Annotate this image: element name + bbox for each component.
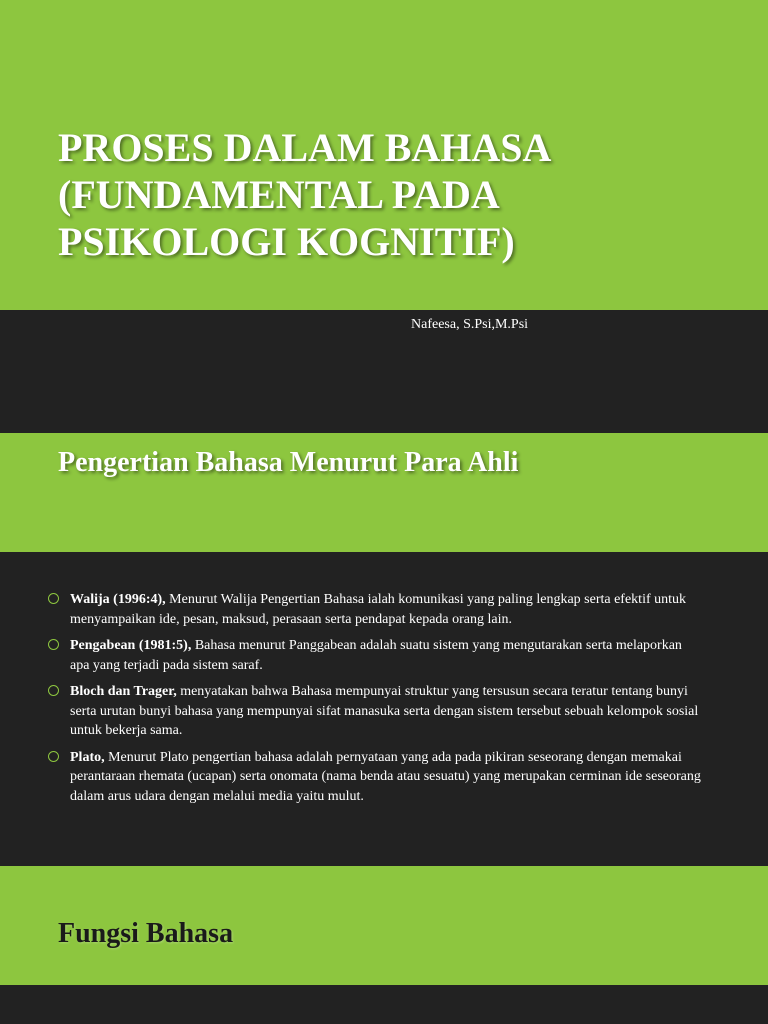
list-item — [48, 682, 704, 741]
slide2-title: Pengertian Bahasa Menurut Para Ahli — [58, 447, 519, 478]
slide1-title-band — [0, 0, 768, 310]
slide2-title-band — [0, 433, 768, 552]
definition-text: Menurut Plato pengertian bahasa adalah pernyataan yang ada pada pikiran seseorang dengan memakai perantaraan rhemata (ucapan) serta onomata (nama benda atau sesuatu) yang merupakan cerminan ide seseorang dalam arus udara dengan melalui media yaitu mulut. — [70, 749, 701, 804]
slide1-title-line: PSIKOLOGI KOGNITIF) — [58, 219, 515, 264]
list-item — [48, 590, 704, 629]
slide3-title-band — [0, 866, 768, 985]
definition-list — [48, 590, 704, 813]
slide1-title-line: PROSES DALAM BAHASA — [58, 125, 552, 170]
definition-text: Menurut Walija Pengertian Bahasa ialah komunikasi yang paling lengkap serta efektif untuk menyampaikan ide, pesan, maksud, perasaan serta pendapat kepada orang lain. — [70, 592, 687, 627]
definition-term: Pengabean (1981:5), — [70, 638, 192, 653]
definition-term: Walija (1996:4), — [70, 592, 166, 607]
slide1-body — [0, 310, 768, 433]
circle-bullet-icon — [48, 685, 59, 696]
list-item — [48, 748, 704, 807]
definition-text: menyatakan bahwa Bahasa mempunyai struktur yang tersusun secara teratur tentang bunyi serta urutan bunyi bahasa yang mempunyai sifat manasuka serta dengan sistem tersebut sebuah kelompok sosial untuk bekerja sama. — [70, 684, 699, 738]
slide1-title-line: (FUNDAMENTAL PADA — [58, 172, 500, 217]
slide1-title — [58, 124, 551, 265]
slide3-body — [0, 985, 768, 1024]
definition-term: Bloch dan Trager, — [70, 684, 177, 699]
slide3-title: Fungsi Bahasa — [58, 918, 234, 949]
circle-bullet-icon — [48, 751, 59, 762]
slide1-author: Nafeesa, S.Psi,M.Psi — [411, 317, 529, 332]
circle-bullet-icon — [48, 639, 59, 650]
definition-term: Plato, — [70, 749, 105, 765]
circle-bullet-icon — [48, 593, 59, 604]
definition-text: Bahasa menurut Panggabean adalah suatu sistem yang mengutarakan serta melaporkan apa yang terjadi pada sistem saraf. — [70, 638, 682, 673]
list-item — [48, 636, 704, 675]
